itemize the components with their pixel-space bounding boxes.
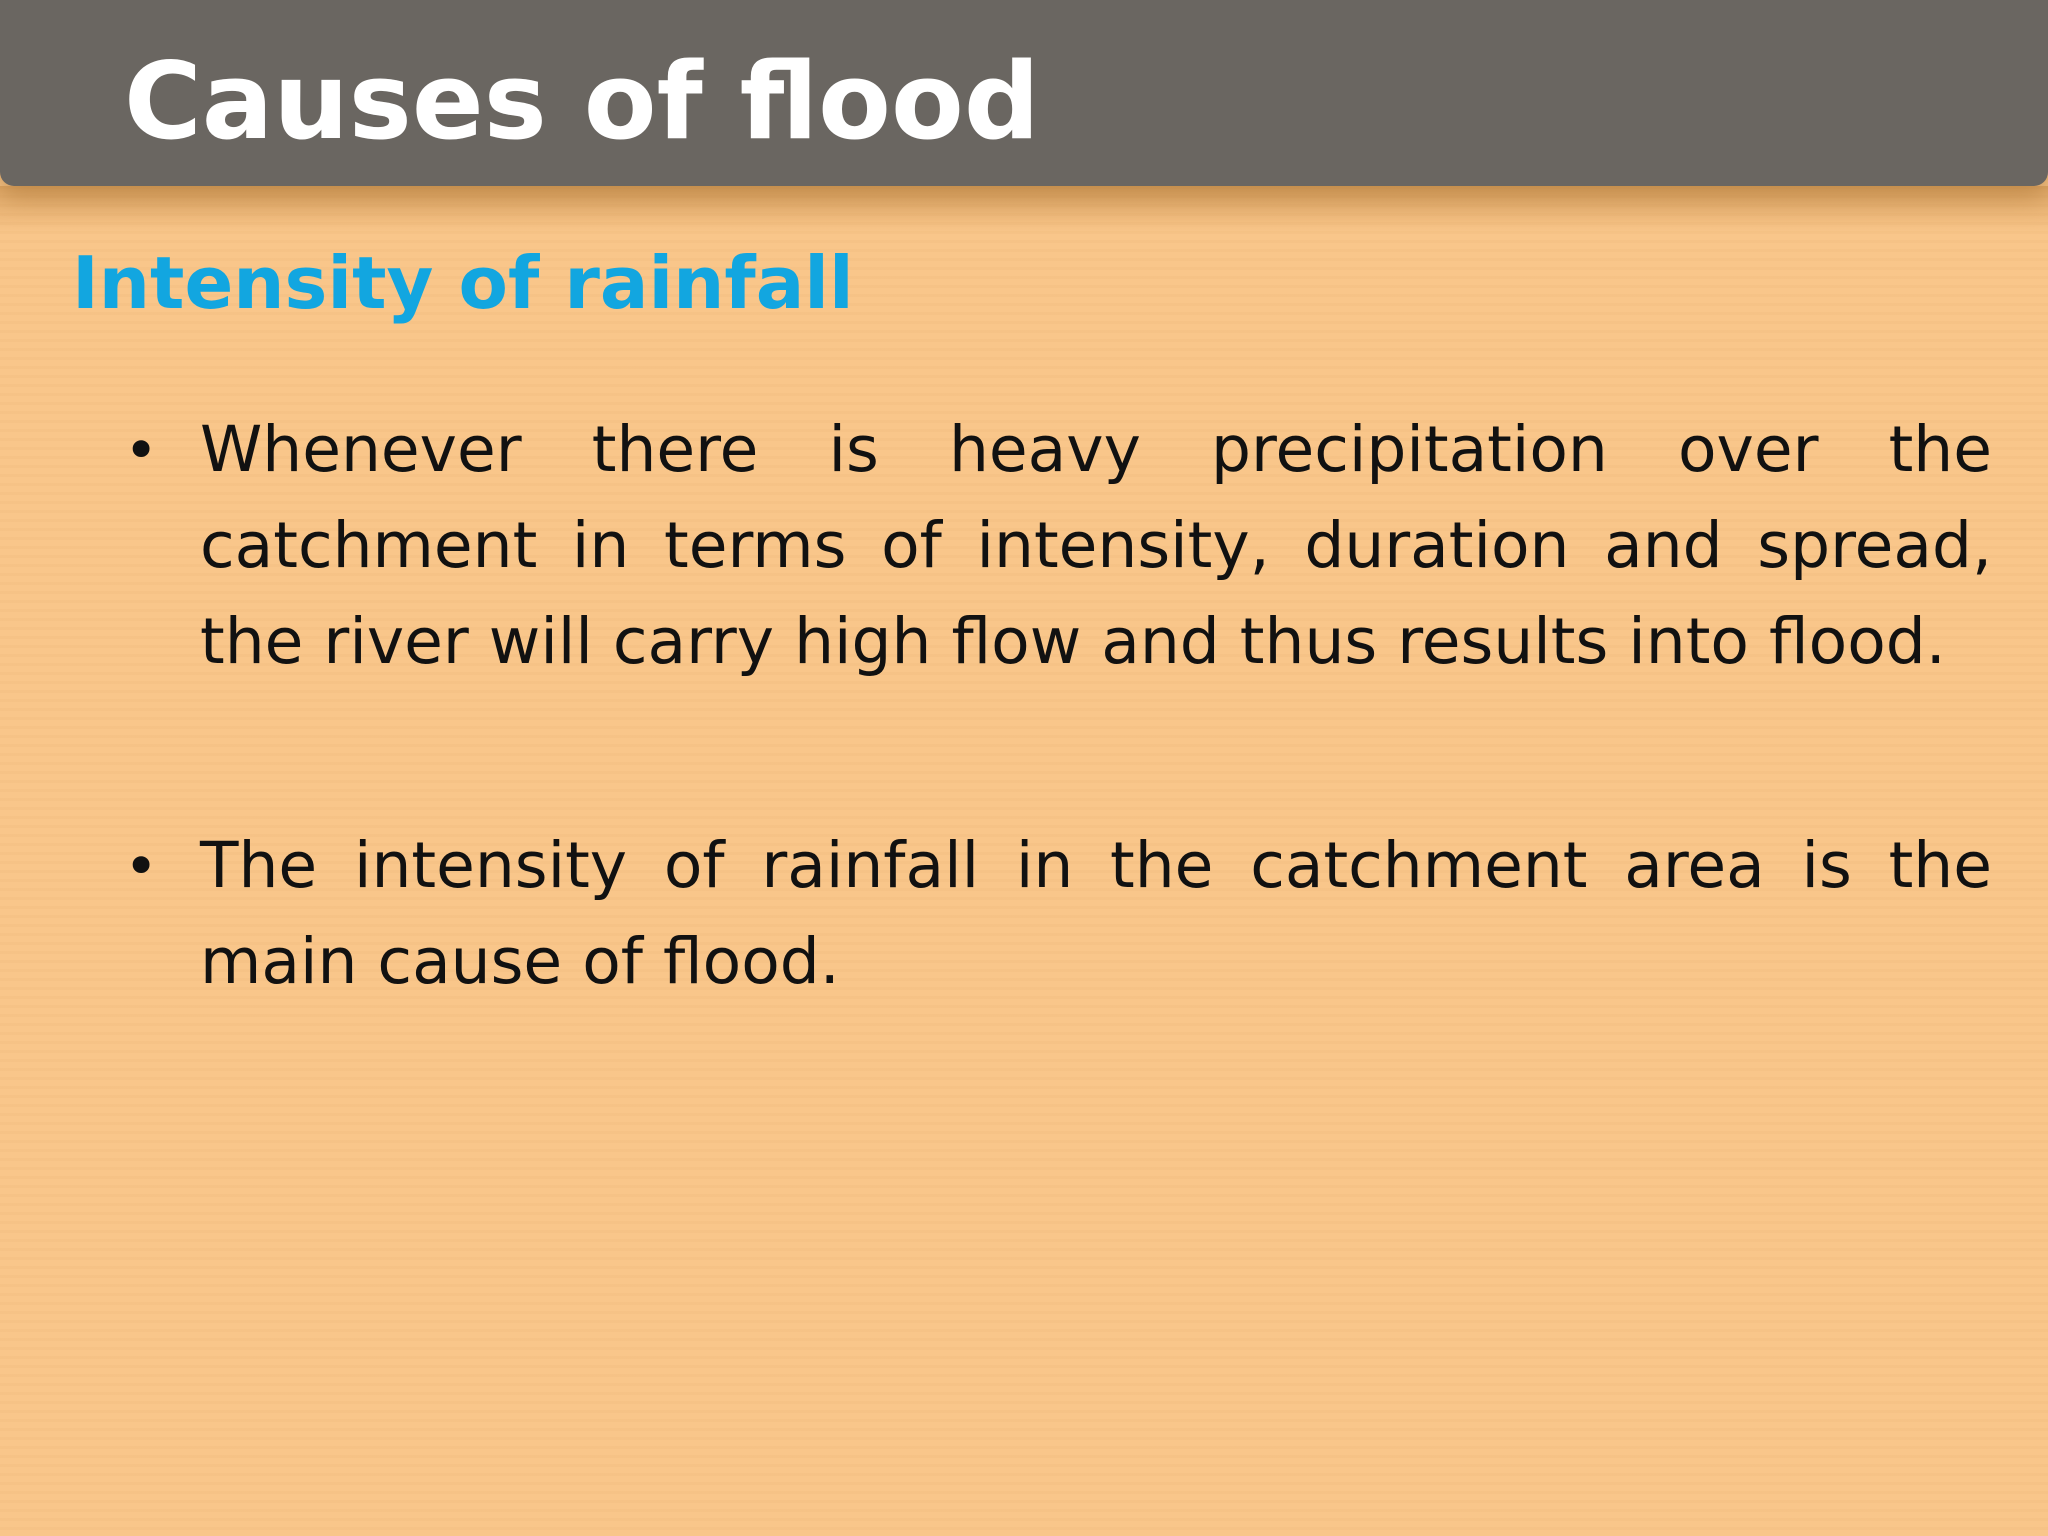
list-item xyxy=(120,818,1992,1010)
bullet-icon: • xyxy=(124,416,159,484)
bullet-list xyxy=(120,402,1992,1138)
bullet-icon: • xyxy=(124,832,159,900)
list-item xyxy=(120,402,1992,690)
bullet-text: Whenever there is heavy precipitation over the catchment in terms of intensity, duration and spread, the river will carry high flow and thus results into flood. xyxy=(200,413,1992,678)
page-title: Causes of flood xyxy=(124,40,1040,163)
bullet-text: The intensity of rainfall in the catchment area is the main cause of flood. xyxy=(200,829,1992,998)
section-subtitle: Intensity of rainfall xyxy=(72,241,854,325)
title-bar xyxy=(0,0,2048,186)
